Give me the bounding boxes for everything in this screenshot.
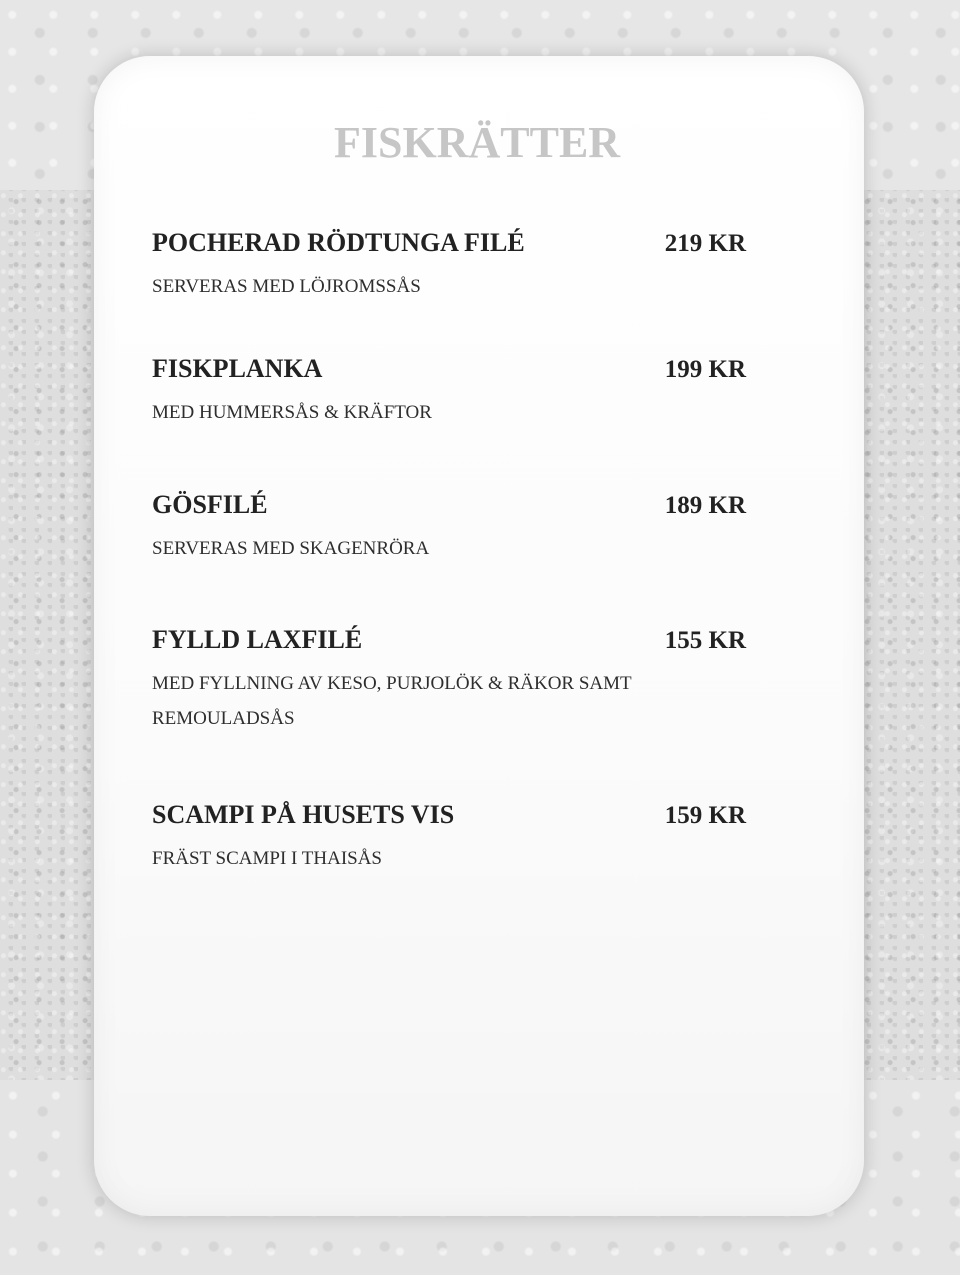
menu-item-price: 155 KR [664, 627, 746, 654]
menu-item-name: GÖSFILÉ [152, 490, 268, 519]
menu-item-description: FRÄST SCAMPI I THAISÅS [152, 848, 383, 869]
menu-item [152, 354, 746, 430]
menu-item-description: MED HUMMERSÅS & KRÄFTOR [152, 402, 432, 423]
menu-title: FISKRÄTTER [334, 118, 621, 167]
menu-item-header [152, 625, 746, 656]
menu-item-price: 189 KR [664, 492, 746, 519]
menu-item [152, 228, 746, 304]
menu-item [152, 800, 746, 876]
menu-item-description: MED FYLLNING AV KESO, PURJOLÖK & RÄKOR SAMT REMOULADSÅS [152, 673, 632, 729]
menu-item-name: POCHERAD RÖDTUNGA FILÉ [152, 228, 525, 257]
menu-item-name: FYLLD LAXFILÉ [152, 625, 363, 654]
menu-item-name: SCAMPI PÅ HUSETS VIS [152, 800, 455, 829]
menu-item [152, 490, 746, 566]
menu-item-price: 199 KR [664, 356, 746, 383]
menu-item-header [152, 490, 746, 521]
menu-item-price: 219 KR [664, 230, 746, 257]
menu-item-header [152, 800, 746, 831]
menu-item-header [152, 354, 746, 385]
menu-item-name: FISKPLANKA [152, 354, 323, 383]
menu-item-description: SERVERAS MED LÖJROMSSÅS [152, 276, 421, 297]
menu-item-description: SERVERAS MED SKAGENRÖRA [152, 538, 430, 559]
menu-item-price: 159 KR [664, 802, 746, 829]
menu-item [152, 625, 746, 736]
menu-item-header [152, 228, 746, 259]
